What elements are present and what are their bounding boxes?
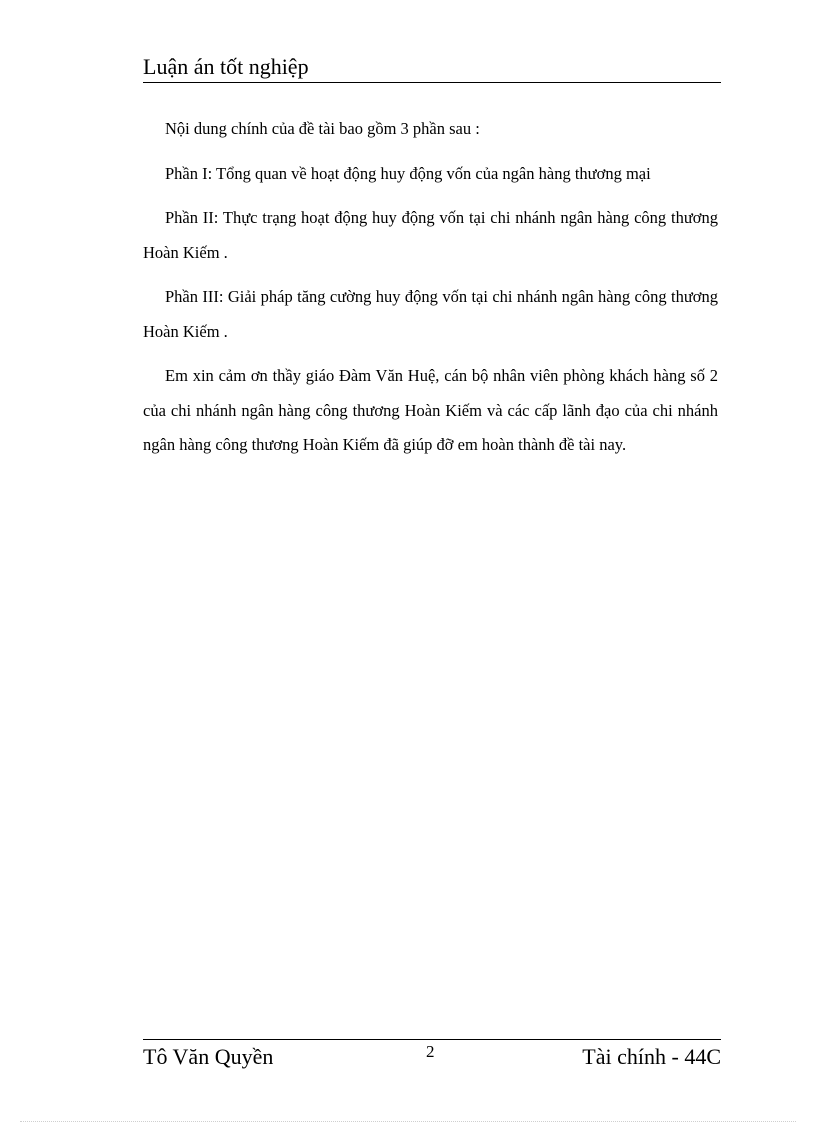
page-number: 2 — [426, 1042, 435, 1061]
page-bottom-divider — [20, 1121, 796, 1122]
part-1-paragraph: Phần I: Tổng quan về hoạt động huy động vốn của ngân hàng thương mại — [165, 163, 651, 183]
acknowledgement-paragraph: Em xin cảm ơn thầy giáo Đàm Văn Huệ, cán bộ nhân viên phòng khách hàng số 2 của chi nhánh ngân hàng công thương Hoàn Kiếm và các cấp lãnh đạo của chi nhánh ngân hàng công thương Hoàn Kiếm đã giúp đỡ em hoàn thành đề tài nay. — [143, 366, 718, 454]
header-title: Luận án tốt nghiệp — [143, 54, 309, 79]
footer-author: Tô Văn Quyền — [143, 1044, 274, 1069]
page-header — [143, 50, 721, 83]
intro-paragraph: Nội dung chính của đề tài bao gồm 3 phần sau : — [165, 119, 480, 138]
document-body — [143, 112, 718, 473]
footer-class-info: Tài chính - 44C — [582, 1044, 721, 1069]
part-3-paragraph: Phần III: Giải pháp tăng cường huy động vốn tại chi nhánh ngân hàng công thương Hoàn Kiếm . — [143, 287, 718, 341]
page-footer — [143, 1039, 721, 1080]
part-2-paragraph: Phần II: Thực trạng hoạt động huy động vốn tại chi nhánh ngân hàng công thương Hoàn Kiếm . — [143, 208, 718, 262]
